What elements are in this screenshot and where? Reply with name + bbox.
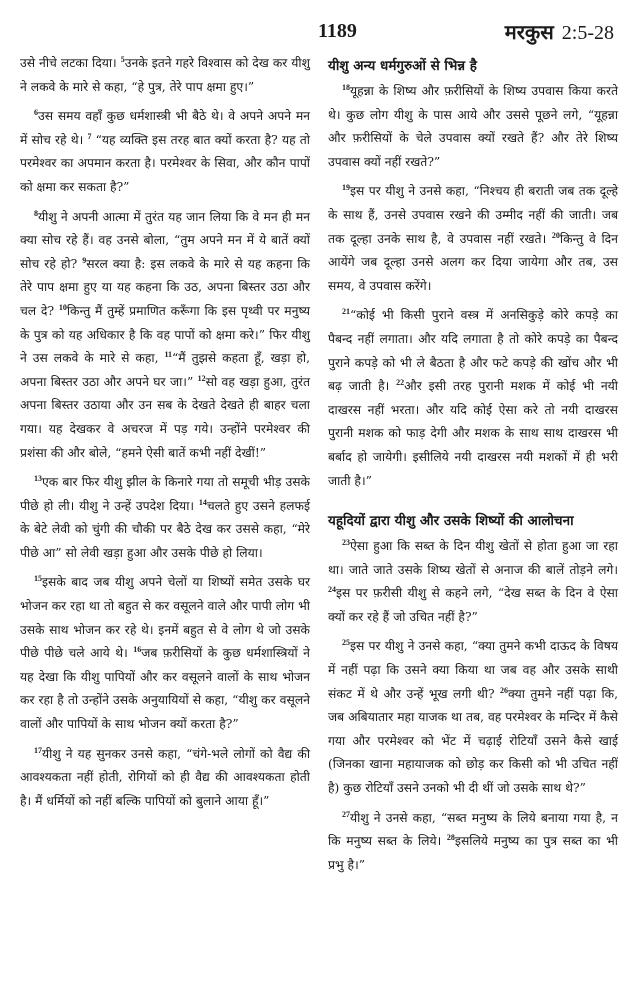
verse-number: 8 [34, 208, 38, 218]
verse-number: 16 [133, 645, 142, 655]
section-body [328, 80, 618, 493]
verse-number: 28 [446, 833, 455, 843]
verse-number: 23 [342, 538, 350, 547]
page-header [20, 10, 618, 52]
verse-text: यीशु ने उनसे कहा, “सब्त मनुष्य के लिये बनाया गया है, न कि मनुष्य सब्त के लिये। [328, 810, 618, 849]
verse-text: ऐसा हुआ कि सब्त के दिन यीशु खेतों से होता हुआ जा रहा था। जाते जाते उसके शिष्य खेतों से अनाज की बालें तोड़ने लगे। [328, 539, 618, 577]
text-columns [20, 52, 618, 883]
section-heading: यहूदियों द्वारा यीशु और उसके शिष्यों की आलोचना [328, 513, 574, 530]
verse-number: 7 [87, 131, 92, 141]
verse-text: इस पर यीशु ने उनसे कहा, “क्या तुमने कभी दाऊद के विषय में नहीं पढ़ा कि उसने क्या किया था जब वह और उसके साथी संकट में थे और उन्हें भूख लगी थी? [328, 639, 618, 701]
verse-text: सो वह खड़ा हुआ, तुरंत अपना बिस्तर उठाया और उन सब के देखते देखते ही बाहर चला गया। यह देखकर वे अचरज में पड़ गये। उन्होंने परमेश्वर की प्रशंसा की और बोले, “हमने ऐसी बातें कभी नहीं देखीं!” [20, 374, 310, 460]
verse-number: 11 [164, 350, 173, 360]
verse-number: 20 [551, 230, 560, 240]
verse-text: “यह व्यक्ति इस तरह बात क्यों करता है? यह तो परमेश्वर का अपमान करता है। परमेश्वर के सिवा, और कौन पापों को क्षमा कर सकता है?” [20, 132, 310, 194]
verse-number: 17 [34, 745, 42, 755]
right-column [328, 52, 618, 883]
chapter-verse-range: 2:5-28 [561, 22, 614, 44]
verse-text: उनके इतने गहरे विश्वास को देख कर यीशु ने लकवे के मारे से कहा, “हे पुत्र, तेरे पाप क्षमा हुए।” [20, 56, 310, 94]
verse-number: 6 [34, 108, 38, 118]
verse-number: 9 [82, 255, 87, 265]
verse-paragraph [20, 743, 310, 814]
verse-paragraph [20, 206, 310, 466]
verse-paragraph [20, 105, 310, 199]
verse-paragraph [20, 52, 310, 99]
verse-number: 25 [342, 638, 350, 648]
verse-number: 10 [58, 302, 67, 312]
verse-paragraph [328, 807, 618, 878]
verse-text: क्या तुमने नहीं पढ़ा कि, जब अबियातार महा याजक था तब, वह परमेश्वर के मन्दिर में कैसे गया और परमेश्वर को भेंट में चढ़ाई रोटियाँ उसने कैसे खाई (जिनका खाना महायाजक को छोड़ कर किसी को भी उचित नहीं है) कुछ रोटियाँ उसने उनको भी दी थीं जो उसके साथ थे?” [328, 686, 618, 796]
verse-text: यीशु ने अपनी आत्मा में तुरंत यह जान लिया कि वे मन ही मन क्या सोच रहे हैं। वह उनसे बोला, “तुम अपने मन में ये बातें क्यों सोच रहे हो? [20, 209, 310, 271]
verse-paragraph [328, 80, 618, 174]
verse-text: उसे नीचे लटका दिया। [20, 56, 121, 70]
verse-paragraph [328, 304, 618, 493]
verse-text: किन्तु मैं तुम्हें प्रमाणित करूँगा कि इस पृथ्वी पर मनुष्य के पुत्र को यह अधिकार है कि वह पापों को क्षमा करे।” फिर यीशु ने उस लकवे के मारे से कहा, [20, 303, 310, 366]
verse-text: चलते हुए उसने हलफई के बेटे लेवी को चुंगी की चौकी पर बैठे देख कर उससे कहा, “मेरे पीछे आ” सो लेवी खड़ा हुआ और उसके पीछे हो लिया। [20, 498, 310, 560]
verse-text: जब फ़रीसियों के कुछ धर्मशास्त्रियों ने यह देखा कि यीशु पापियों और कर वसूलने वालों के साथ भोजन कर रहा है तो उन्होंने उसके अनुयायियों से कहा, “यीशु कर वसूलने वालों और पापियों के साथ भोजन क्यों करता है?” [20, 646, 310, 732]
verse-number: 26 [500, 685, 508, 695]
running-head [505, 18, 614, 45]
verse-text: उस समय वहाँ कुछ धर्मशास्त्री भी बैठे थे। वे अपने अपने मन में सोच रहे थे। [20, 109, 310, 147]
verse-paragraph [328, 535, 618, 629]
left-column [20, 52, 310, 883]
verse-text: “मैं तुझसे कहता हूँ, खड़ा हो, अपना बिस्तर उठा और अपने घर जा।” [20, 351, 311, 389]
verse-number: 27 [342, 809, 350, 819]
verse-number: 5 [120, 54, 125, 64]
verse-number: 14 [198, 497, 207, 507]
verse-number: 15 [34, 574, 42, 584]
verse-text: इस पर यीशु ने उनसे कहा, “निश्चय ही बराती जब तक दूल्हे के साथ हैं, उनसे उपवास रखने की उम्मीद नहीं की जाती। जब तक दूल्हा उनके साथ है, वे उपवास नहीं रखते। [328, 184, 618, 246]
verse-text: “कोई भी किसी पुराने वस्त्र में अनसिकुड़े कोरे कपड़े का पैबन्द नहीं लगाता। और यदि लगाता है तो कोरे कपड़े का पैबन्द पुराने कपड़े को भी ले बैठता है और फटे कपड़े की खोंच और भी बढ़ जाती है। [328, 308, 618, 394]
verse-text: एक बार फिर यीशु झील के किनारे गया तो समूची भीड़ उसके पीछे हो ली। यीशु ने उन्हें उपदेश दिया। [20, 475, 310, 513]
verse-paragraph [328, 180, 618, 298]
section-body [328, 535, 618, 877]
verse-text: इसलिये मनुष्य का पुत्र सब्त का भी प्रभु है।” [328, 834, 618, 872]
verse-paragraph [20, 571, 310, 736]
verse-text: सरल क्या है: इस लकवे के मारे से यह कहना कि तेरे पाप क्षमा हुए या यह कहना कि उठ, अपना बिस्तर उठा और चल दे? [20, 256, 311, 318]
verse-text: इसके बाद जब यीशु अपने चेलों या शिष्यों समेत उसके घर भोजन कर रहा था तो बहुत से कर वसूलने वाले और पापी लोग भी उसके साथ भोजन कर रहे थे। इनमें बहुत से वे लोग थे जो उसके पीछे पीछे चले आये थे। [20, 575, 310, 661]
verse-number: 21 [342, 307, 350, 317]
verse-number: 19 [342, 183, 350, 193]
verse-number: 22 [396, 378, 405, 388]
verse-text: यीशु ने यह सुनकर उनसे कहा, “चंगे-भले लोगों को वैद्य की आवश्यकता नहीं होती, रोगियों को ही वैद्य की आवश्यकता होती है। मैं धर्मियों को नहीं बल्कि पापियों को बुलाने आया हूँ।” [20, 746, 310, 808]
verse-number: 12 [197, 373, 206, 383]
verse-number: 18 [342, 82, 350, 92]
verse-paragraph [20, 471, 310, 565]
verse-text: इस पर फ़रीसी यीशु से कहने लगे, “देख सब्त के दिन वे ऐसा क्यों कर रहे हैं जो उचित नहीं है?” [328, 586, 618, 624]
verse-paragraph [328, 635, 618, 800]
book-name: मरकुस [504, 20, 554, 44]
verse-text: और इसी तरह पुरानी मशक में कोई भी नयी दाखरस नहीं भरता। और यदि कोई ऐसा करे तो नयी दाखरस पुरानी मशक को फाड़ देगी और मशक के साथ साथ दाखरस भी बर्बाद हो जायेगी। इसीलिये नयी दाखरस नयी मशकों में ही भरी जाती है।” [328, 379, 618, 488]
section-heading: यीशु अन्य धर्मगुरुओं से भिन्न है [328, 58, 477, 74]
verse-number: 24 [328, 585, 336, 595]
page-number: 1189 [318, 20, 357, 42]
verse-text: यूहन्ना के शिष्य और फ़रीसियों के शिष्य उपवास किया करते थे। कुछ लोग यीशु के पास आये और उससे पूछने लगे, “यूहन्ना और फ़रीसियों के चेले उपवास क्यों रखते हैं? और तेरे शिष्य उपवास क्यों नहीं रखते?” [328, 84, 618, 169]
verse-number: 13 [34, 474, 42, 483]
verse-text: किन्तु वे दिन आयेंगे जब दूल्हा उनसे अलग कर दिया जायेगा और तब, उस समय, वे उपवास करेंगे। [328, 231, 619, 293]
